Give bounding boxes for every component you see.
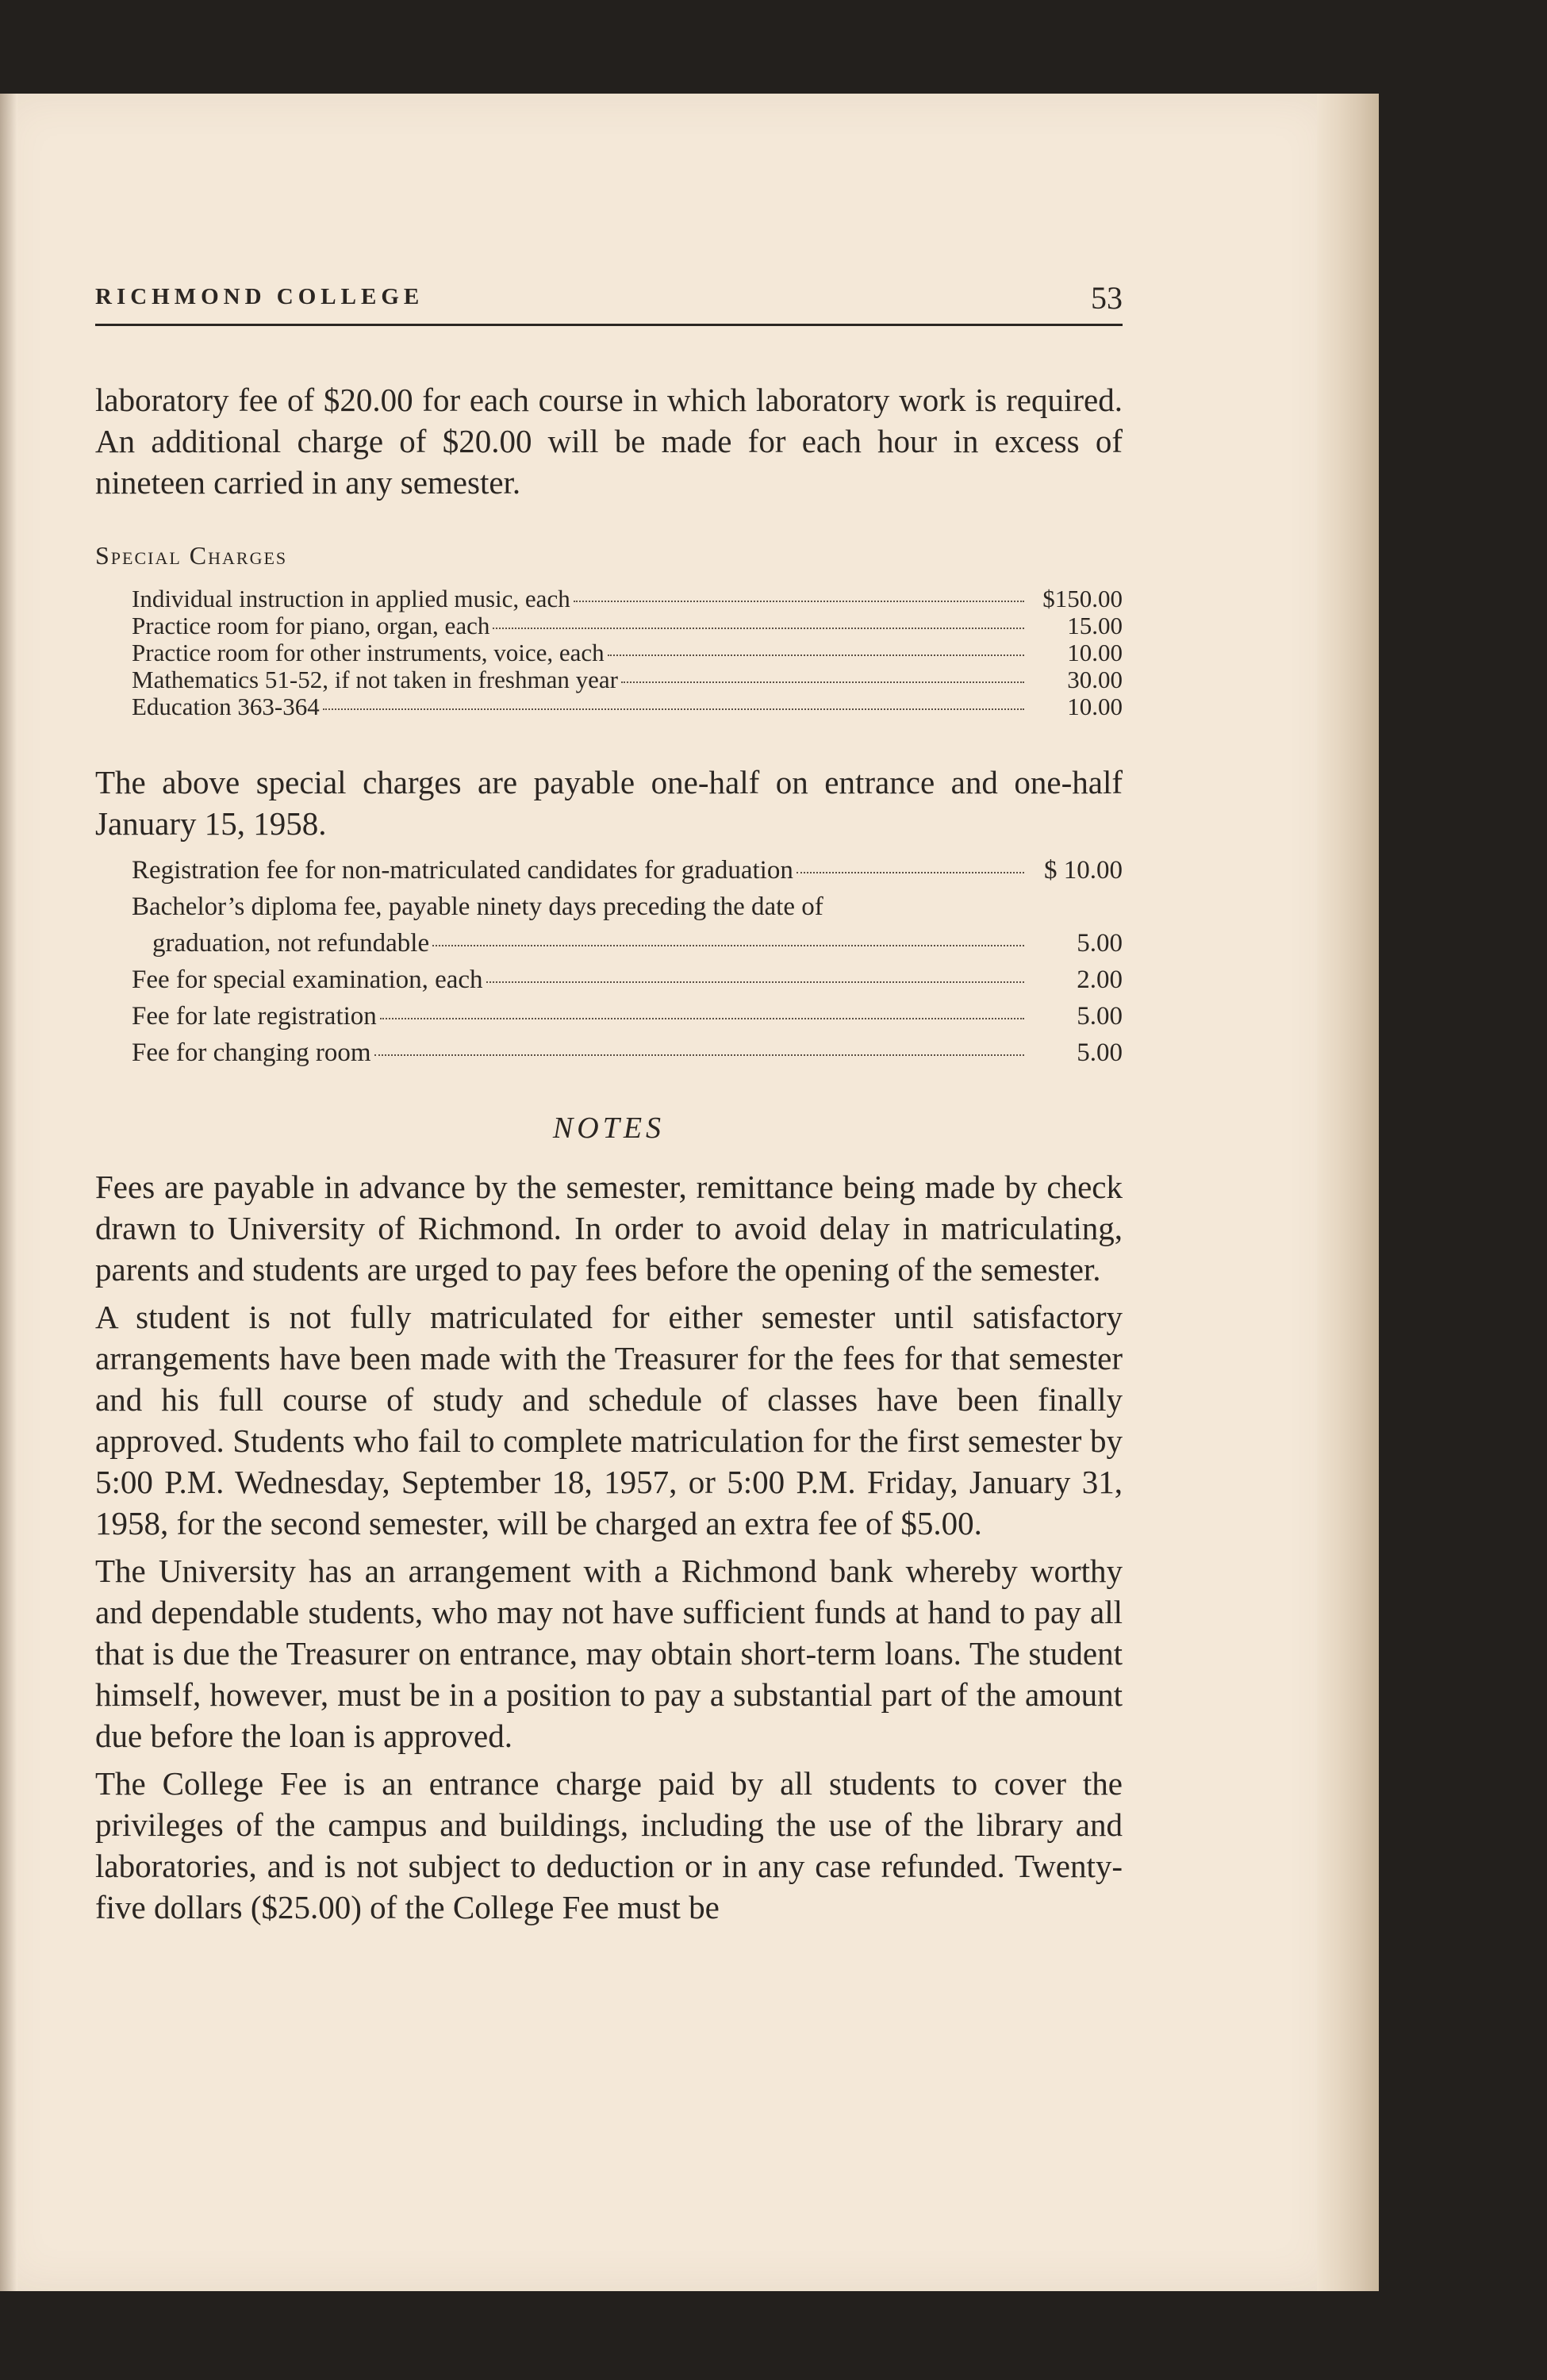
fee-row [132,893,1123,930]
fee-label: Education 363-364 [132,693,320,720]
dot-leader [380,1018,1024,1019]
fee-label: Individual instruction in applied music, each [132,585,570,612]
fee-label: Practice room for other instruments, voice, each [132,639,605,666]
fee-row [132,585,1123,612]
fee-row [132,666,1123,693]
dot-leader [797,872,1024,873]
payable-paragraph-block [95,762,1123,850]
dot-leader [323,708,1024,710]
notes-heading: NOTES [552,1111,666,1145]
fee-row [132,612,1123,639]
dot-leader [493,628,1024,629]
fee-row [132,930,1123,966]
special-charges-heading: Special Charges [95,541,288,570]
fee-label: Mathematics 51-52, if not taken in freshman year [132,666,618,693]
notes-paragraph: A student is not fully matriculated for either semester until satisfactory arrangements have been made with the Treasurer for the fees for that semester and his full course of study and schedule of classes have been finally approved. Students who fail to complete matriculation for the first semester by 5:00 P.M. Wednesday, September 18, 1957, or 5:00 P.M. Friday, January 31, 1958, for the second semester, will be charged an extra fee of $5.00. [95,1299,1123,1541]
special-charges-table [132,585,1123,720]
fee-label: Practice room for piano, organ, each [132,612,490,639]
page-header [95,279,1123,326]
dot-leader [621,681,1024,683]
fee-amount: $150.00 [1042,585,1123,612]
fee-amount: 5.00 [1077,929,1123,958]
dot-leader [432,945,1024,946]
fee-amount: 15.00 [1067,612,1123,639]
fee-amount: 2.00 [1077,965,1123,994]
other-fees-table [132,857,1123,1076]
dot-leader [608,654,1024,656]
running-head: RICHMOND COLLEGE [95,284,424,309]
payable-paragraph: The above special charges are payable one-half on entrance and one-half January 15, 1958. [95,764,1123,842]
fee-row [132,1039,1123,1076]
notes-paragraph: The University has an arrangement with a Richmond bank whereby worthy and dependable students, who may not have sufficient funds at hand to pay all that is due the Treasurer on entrance, may obtain short-term loans. The student himself, however, must be in a position to pay a substantial part of the amount due before the loan is approved. [95,1553,1123,1754]
intro-paragraph-block [95,379,1123,509]
fee-label: Bachelor’s diploma fee, payable ninety days preceding the date of [132,892,823,921]
fee-label: graduation, not refundable [152,929,430,958]
spine-shadow [0,94,17,2291]
fee-label: Fee for special examination, each [132,965,483,994]
fee-amount: 10.00 [1067,639,1123,666]
dot-leader [374,1054,1025,1056]
page-number: 53 [1091,280,1123,316]
fee-amount: 10.00 [1067,693,1123,720]
page-edges [1317,94,1379,2291]
dot-leader [574,601,1024,602]
fee-label: Fee for late registration [132,1002,377,1031]
fee-row [132,857,1123,893]
fee-row [132,1003,1123,1039]
dot-leader [486,981,1024,983]
fee-amount: $ 10.00 [1044,856,1123,885]
fee-amount: 5.00 [1077,1038,1123,1067]
fee-amount: 30.00 [1067,666,1123,693]
fee-row [132,966,1123,1003]
fee-row [132,639,1123,666]
fee-amount: 5.00 [1077,1002,1123,1031]
intro-paragraph: laboratory fee of $20.00 for each course in which laboratory work is required. An additional charge of $20.00 will be made for each hour in excess of nineteen carried in any semester. [95,382,1123,501]
fee-label: Registration fee for non-matriculated candidates for graduation [132,856,793,885]
fee-row [132,693,1123,720]
notes-paragraph: The College Fee is an entrance charge paid by all students to cover the privileges of the campus and buildings, including the use of the library and laboratories, and is not subject to deduction or in any case refunded. Twenty-five dollars ($25.00) of the College Fee must be [95,1765,1123,1925]
fee-label: Fee for changing room [132,1038,371,1067]
notes-paragraph: Fees are payable in advance by the semester, remittance being made by check drawn to University of Richmond. In order to avoid delay in matriculating, parents and students are urged to pay fees before the opening of the semester. [95,1169,1123,1288]
notes-body [95,1166,1123,1934]
